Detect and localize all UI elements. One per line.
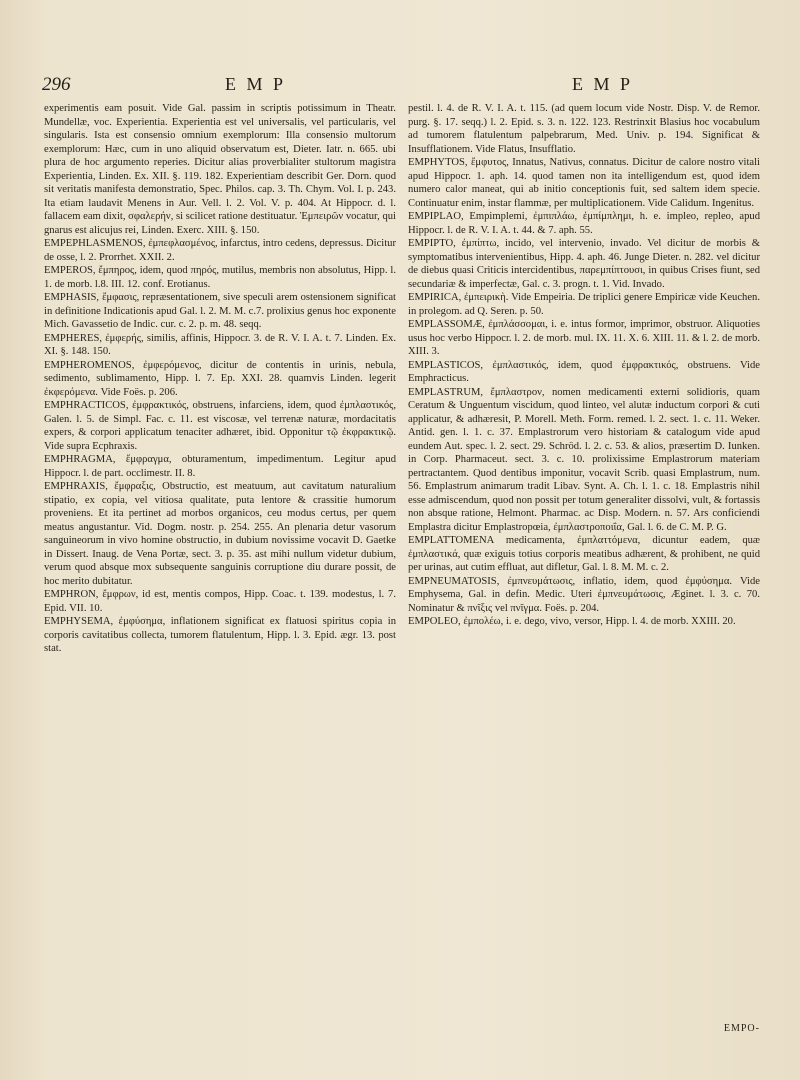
header-left-title: E M P	[225, 74, 287, 94]
entry-empephlasmenos: EMPEPHLASMENOS, ἐμπεφλασμένος, infarctus, intro cedens, depressus. Dicitur de osse, l. 2. Prorrhet. XXII. 2.	[44, 238, 396, 263]
entry-empirica: EMPIRICA, ἐμπειρικὴ. Vide Empeiria. De triplici genere Empiricæ vide Keuchen. in prolegom. ad Q. Seren. p. 50.	[408, 292, 760, 317]
entry-empheromenos: EMPHEROMENOS, ἐμφερόμενος, dicitur de contentis in urinis, nebula, sedimento, sublimamento, Hipp. l. 7. Ep. XXI. 28. quamvis Linden. legerit ἐκφερόμενα. Vide Foës. p. 206.	[44, 359, 396, 398]
entry-emphysema: EMPHYSEMA, ἐμφύσημα, inflationem significat ex flatuosi spiritus copia in corporis cavitatibus collecta, tumorem flatulentum, Hipp. l. 3. Epid. ægr. 13. post stat.	[44, 616, 396, 654]
header-right-title: E M P	[572, 74, 634, 94]
entry-emplastrum: EMPLASTRUM, ἔμπλαστρον, nomen medicamenti externi solidioris, quam Ceratum & Unguentum viscidum, quod linteo, vel alutæ inductum corpori & cuti applicatur, & adhæresit, P. Morell. Meth. Form. remed. l. 2. sect. 1. c. 11. Weker. Antid. gen. l. 1. c. 37. Emplastrorum vero historiam & catalogum vide apud eundem Aut. spec. l. 2. sect. 29. Schröd. l. 2. c. 53. & alios, præsertim D. Iunken. in Corp. Pharmaceut. sect. 3. c. 10. prolixissime Emplastrorum materiam pertractantem. Quod dentibus imponitur, vocavit Scrib. quasi Emplastrum, num. 56. Emplastrum animarum tradit Libav. Synt. A. Ch. l. 1. c. 18. Emplastris nihil esse admiscendum, quod non possit per totum generaliter dissolvi, vult, & fortassis non absque ratione, Helmont. Pharmac. ac Disp. Modern. n. 57. Ars conficiendi Emplastra dicitur Emplastropœia, ἐμπλαστροποιΐα, Gal. l. 6. de C. M. P. G.	[408, 386, 760, 533]
entry-empipto: EMPIPTO, ἐμπίπτω, incido, vel intervenio, invado. Vel dicitur de morbis & symptomatibus intervenientibus, Hipp. 4. aph. 46. Junge Dieter. n. 282. vel dicitur de diebus quasi Criticis intercidentibus, παρεμπίπτουσι, in quibus Crises fiunt, sed secundariæ & imperfectæ, Gal. c. 3. progn. t. 1. Vid. Invado.	[408, 238, 760, 290]
left-column	[44, 102, 396, 656]
entry-emphytos: EMPHYTOS, ἔμφυτος, Innatus, Nativus, connatus. Dicitur de calore nostro vitali apud Hippocr. 1. aph. 14. quod tamen non ita intelligendum est, quod idem numero calor maneat, qui ab initio conceptionis fuit, sed saltem idem specie. Continuatur enim, instar flammæ, per multiplicationem. Vide Calidum. Ingenitus.	[408, 157, 760, 209]
entry-emphron: EMPHRON, ἔμφρων, id est, mentis compos, Hipp. Coac. t. 139. modestus, l. 7. Epid. VII. 10.	[44, 589, 396, 614]
page-number: 296	[42, 74, 71, 95]
entry-emepheres: EMPHERES, ἐμφερής, similis, affinis, Hippocr. 3. de R. V. I. A. t. 7. Linden. Ex. XI. §. 148. 150.	[44, 332, 396, 357]
right-column	[408, 102, 760, 629]
entry-empoleo: EMPOLEO, ἐμπολέω, i. e. dego, vivo, versor, Hipp. l. 4. de morb. XXIII. 20.	[408, 616, 736, 627]
entry-emplattomena: EMPLATTOMENA medicamenta, ἐμπλαττόμενα, dicuntur eadem, quæ ἐμπλαστικά, quæ exiguis totius corporis meatibus adhærent, & prohibent, ne quid per urinas, aut cutim effluat, aut difletur, Gal. l. 8. M. M. c. 2.	[408, 535, 760, 573]
entry-experientia-cont: experimentis eam posuit. Vide Gal. passim in scriptis potissimum in Theatr. Mundellæ, voc. Experientia. Experientia est vel universalis, vel particularis, vel singularis. Ista est consensio omnium exemplorum: Illa consensio multorum exemplorum: Hæc, cum in uno aliquid observatum est, Dieter. Iatr. n. 665. ubi plura de hoc argumento reperies. Dicitur alias proverbialiter stultorum magistra Experientia, Linden. Ex. XII. §. 119. 182. Experientiam describit Ger. Dorn. quod sit veritatis manifesta demonstratio, Spec. Philos. cap. 3. Th. Chym. Vol. I. p. 243. Ita etiam laudavit Menens in Aur. Vell. l. 2. Vol. V. p. 404. At Hippocr. d. l. fallacem eam dixit, σφαλερήν, si scilicet ratione destituatur. Ἐμπειρῶν vocatur, qui gnarus est alicujus rei, Linden. Exerc. XIII. §. 150.	[44, 103, 396, 236]
entry-emphraxis: EMPHRAXIS, ἔμφραξις, Obstructio, est meatuum, aut cavitatum naturalium stipatio, ex copia, vel vitiosa qualitate, puta lentore & crassitie humorum proveniens. Et ita pertinet ad morbos organicos, ceu modus certus, per quem meatus angustantur. Vid. Dogm. nostr. p. 254. 255. An plenaria detur vasorum sanguineorum in vivo homine obstructio, in dubium novissime vocavit D. Gaetke in Dissert. Inaug. de Vena Portæ, sect. 3. p. 35. ast mihi nullum videtur dubium, verum quod absque mox subsequente sanguinis corruptione diu durare possit, de hoc merito dubitatur.	[44, 481, 396, 587]
entry-emphasis: EMPHASIS, ἔμφασις, repræsentationem, sive speculi arem ostensionem significat in definitione Indicationis apud Gal. l. 2. M. M. c.7. prolixius genus hoc exponente Mich. Gavassetio de Indic. cur. c. 2. p. m. 48. seqq.	[44, 292, 396, 330]
entry-empiplao: EMPIPLAO, Empimplemi, ἐμπιπλάω, ἐμπίμπλημι, h. e. impleo, repleo, apud Hippocr. l. de R. V. I. A. t. 44. & 7. aph. 55.	[408, 211, 760, 236]
catchword: EMPO-	[723, 1023, 760, 1034]
entry-emplasticos: EMPLASTICOS, ἐμπλαστικός, idem, quod ἐμφρακτικός, obstruens. Vide Emphracticus.	[408, 359, 760, 384]
running-header	[42, 74, 762, 98]
entry-emphragma: EMPHRAGMA, ἔμφραγμα, obturamentum, impedimentum. Legitur apud Hippocr. l. de part. occlimestr. II. 8.	[44, 454, 396, 479]
entry-emperos: EMPEROS, ἔμπηρος, idem, quod πηρός, mutilus, membris non absolutus, Hipp. l. 1. de morb. l.8. III. 12. conf. Erotianus.	[44, 265, 396, 290]
entry-emplassomae: EMPLASSOMÆ, ἐμπλάσσομαι, i. e. intus formor, imprimor, obstruor. Aliquoties usus hoc verbo Hippocr. l. 2. de morb. mul. IX. 11. X. 6. XIII. 11. & l. 2. de morb. XIII. 3.	[408, 319, 760, 357]
entry-empneumatosis: EMPNEUMATOSIS, ἐμπνευμάτωσις, inflatio, idem, quod ἐμφύσημα. Vide Emphysema, Gal. in defin. Medic. Uteri ἐμπνευμάτωσις, Æginet. l. 3. c. 70. Nominatur & πνῖξις vel πνῖγμα. Foës. p. 204.	[408, 575, 760, 614]
entry-emphracticos: EMPHRACTICOS, ἐμφρακτικός, obstruens, infarciens, idem, quod ἐμπλαστικός, Galen. l. 5. de Simpl. Fac. c. 11. est viscosæ, vel terrenæ naturæ, mordacitatis expers, & corpori applicatum tenaciter adhæret, ibid. Opponitur τῷ ἐκφρακτικῷ. Vide supra Ecphraxis.	[44, 400, 396, 452]
entry-emphysema-cont: pestil. l. 4. de R. V. I. A. t. 115. (ad quem locum vide Nostr. Disp. V. de Remor. purg. §. 17. seqq.) l. 2. Epid. s. 3. n. 122. 123. Restrinxit Blasius hoc vocabulum ad tumorem flatulentum palpebrarum, Med. Univ. p. 194. Significat & Insufflationem. Vide Flatus, Insufflatio.	[408, 103, 760, 155]
